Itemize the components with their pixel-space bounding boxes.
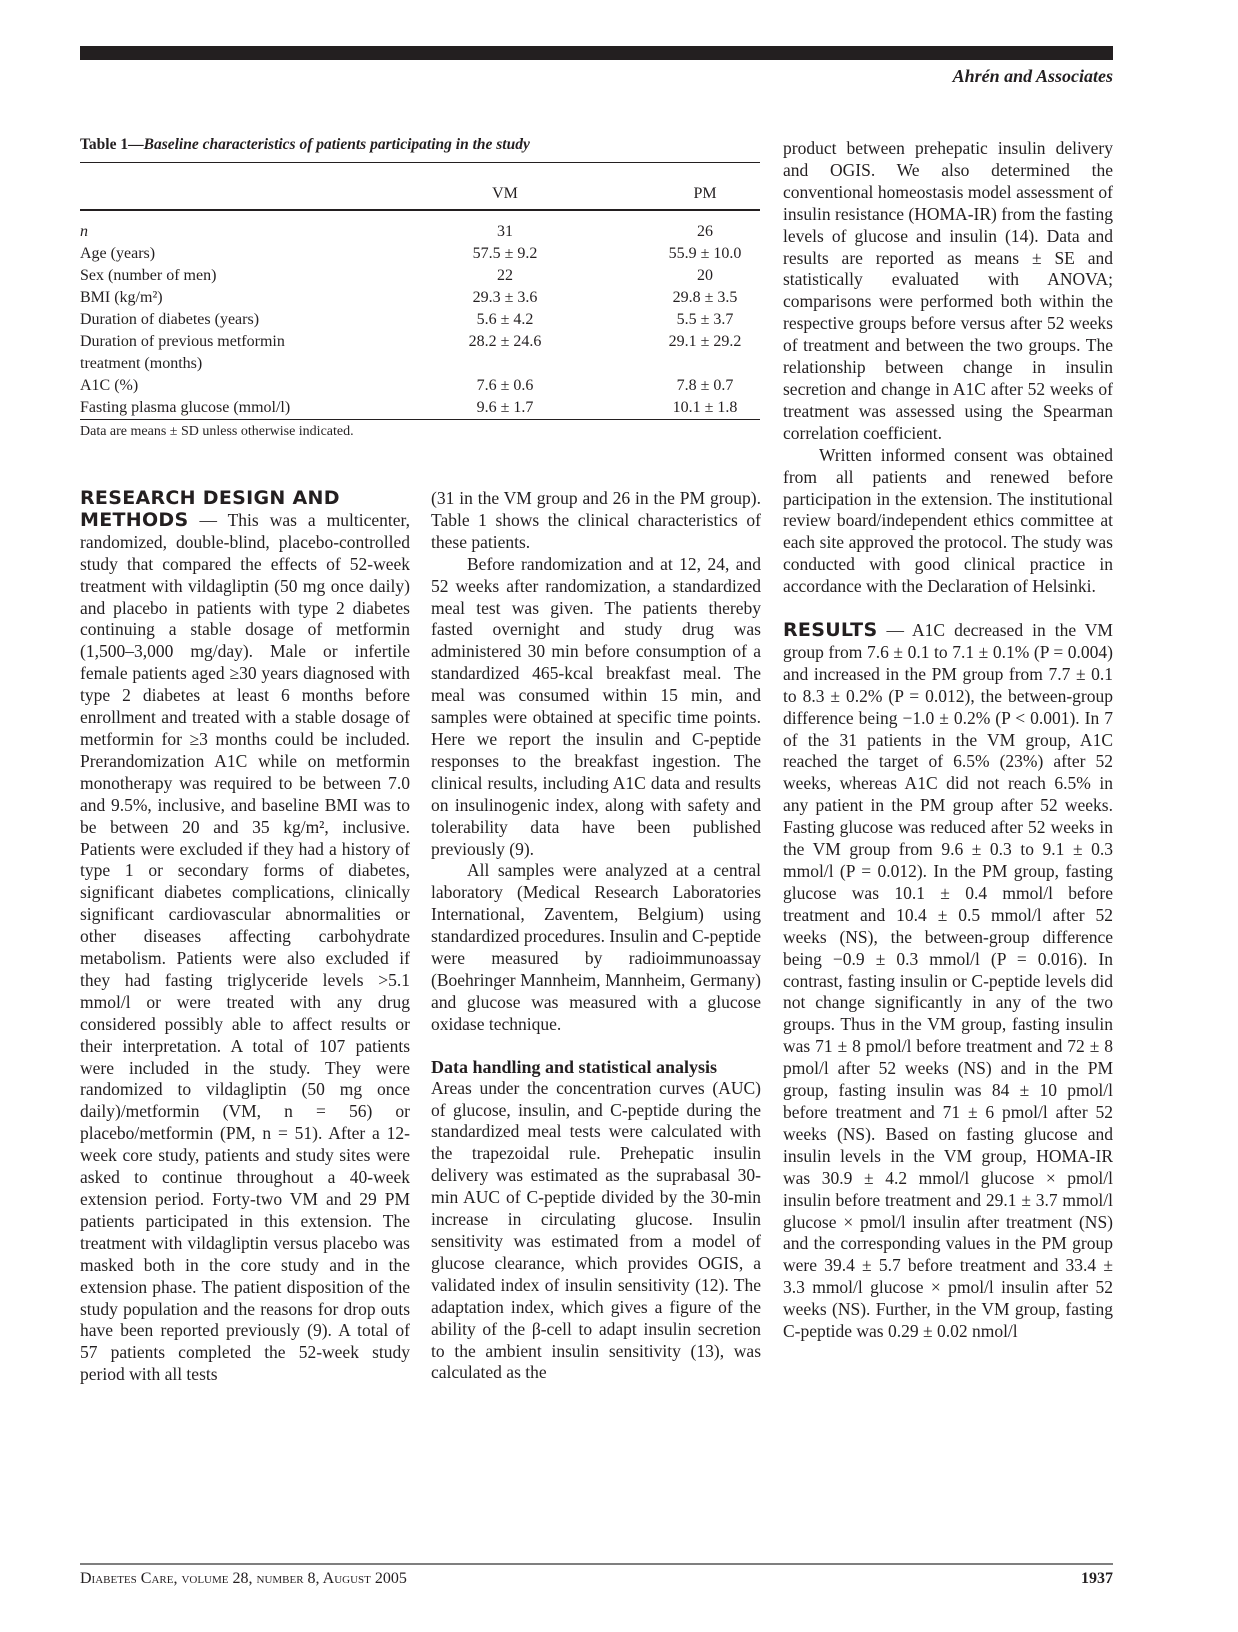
methods-paragraph-2: Before randomization and at 12, 24, and 52 weeks after randomization, a standardized meal test was given. The patients thereby fasted overnight and study drug was administered 30 min before consumption of a standardized 465-kcal breakfast meal. The meal was consumed within 15 min, and samples were obtained at specific time points. Here we report the insulin and C-peptide responses to the breakfast ingestion. The clinical results, including A1C data and results on insulinogenic index, along with safety and tolerability data have been published previously (9). — [431, 553, 761, 859]
cell-vm: 5.6 ± 4.2 — [476, 311, 534, 328]
baseline-table — [80, 163, 760, 209]
cell-pm: 20 — [697, 267, 713, 284]
cell-pm: 29.8 ± 3.5 — [672, 289, 738, 306]
cell-vm: 57.5 ± 9.2 — [472, 245, 538, 262]
paragraph-text: A1C decreased in the VM group from 7.6 ± 0.1 to 7.1 ± 0.1% (P = 0.004) and increased in the PM group from 7.7 ± 0.1 to 8.3 ± 0.2% (P = 0.012), the between-group difference being −1.0 ± 0.2% (P < 0.001). In 7 of the 31 patients in the VM group, A1C reached the target of 6.5% (23%) after 52 weeks, whereas A1C did not reach 6.5% in any patient in the PM group after 52 weeks. Fasting glucose was reduced after 52 weeks in the VM group from 9.6 ± 0.3 to 9.1 ± 0.3 mmol/l (P = 0.012). In the PM group, fasting glucose was 10.1 ± 0.4 mmol/l before treatment and 10.4 ± 0.5 mmol/l after 52 weeks (NS), the between-group difference being −0.9 ± 0.3 mmol/l (P = 0.016). In contrast, fasting insulin or C-peptide levels did not change significantly in any of the two groups. Thus in the VM group, fasting insulin was 71 ± 8 pmol/l before treatment and 72 ± 8 pmol/l after 52 weeks (NS) and in the PM group, fasting insulin was 84 ± 10 pmol/l before treatment and 71 ± 6 pmol/l after 52 weeks (NS). Based on fasting glucose and insulin levels in the VM group, HOMA-IR was 30.9 ± 4.2 mmol/l glucose × pmol/l insulin before treatment and 29.1 ± 3.7 mmol/l glucose × pmol/l insulin after treatment (NS) and the corresponding values in the PM group were 39.4 ± 5.7 before treatment and 33.4 ± 3.3 mmol/l glucose × pmol/l insulin after 52 weeks (NS). Further, in the VM group, fasting C-peptide was 0.29 ± 0.02 nmol/l — [783, 620, 1113, 1342]
paragraph-text: This was a multicenter, randomized, double-blind, placebo-controlled study that compared the effects of 52-week treatment with vildagliptin (50 mg once daily) and placebo in patients with type 2 diabetes continuing a stable dosage of metformin (1,500–3,000 mg/day). Male or infertile female patients aged ≥30 years diagnosed with type 2 diabetes at least 6 months before enrollment and treated with a stable dosage of metformin for ≥3 months could be included. Prerandomization A1C while on metformin monotherapy was required to be between 7.0 and 9.5%, inclusive, and baseline BMI was to be between 20 and 35 kg/m², inclusive. Patients were excluded if they had a history of type 1 or secondary forms of diabetes, significant diabetes complications, clinically significant cardiovascular abnormalities or other diseases affecting carbohydrate metabolism. Patients were also excluded if they had fasting triglyceride levels >5.1 mmol/l or were treated with any drug considered possibly able to affect results or their interpretation. A total of 107 patients were included in the study. They were randomized to vildagliptin (50 mg once daily)/metformin (VM, n = 56) or placebo/metformin (PM, n = 51). After a 12-week core study, patients and study sites were asked to continue throughout a 40-week extension period. Forty-two VM and 29 PM patients participated in this extension. The treatment with vildagliptin versus placebo was masked both in the core study and in the extension phase. The patient disposition of the study population and the reasons for drop outs have been reported previously (9). A total of 57 patients completed the 52-week study period with all tests — [80, 509, 410, 1385]
table-caption — [80, 136, 760, 154]
table-footnote: Data are means ± SD unless otherwise indicated. — [80, 424, 354, 439]
methods-paragraph-3: All samples were analyzed at a central laboratory (Medical Research Laboratories International, Zaventem, Belgium) using standardized procedures. Insulin and C-peptide were measured by radioimmunoassay (Boehringer Mannheim, Mannheim, Germany) and glucose was measured with a glucose oxidase technique. — [431, 860, 761, 1034]
em-dash: — — [877, 620, 913, 641]
column-header-pm: PM — [693, 185, 717, 202]
table-row — [80, 265, 760, 287]
row-label: n — [80, 223, 88, 240]
column-1 — [80, 488, 410, 1386]
column-header — [80, 163, 420, 209]
table-row — [80, 331, 760, 353]
row-label: Age (years) — [80, 245, 156, 262]
cell-pm: 10.1 ± 1.8 — [672, 399, 738, 416]
cell-vm: 7.6 ± 0.6 — [476, 377, 534, 394]
row-label-cont: treatment (months) — [80, 355, 203, 372]
table-label: Table 1— — [80, 136, 144, 153]
column-3 — [783, 138, 1113, 1343]
cell-pm: 26 — [697, 223, 713, 240]
section-heading-results: RESULTS — [783, 619, 878, 642]
table-header-rule — [80, 209, 760, 211]
methods-paragraph-4: Areas under the concentration curves (AUC) of glucose, insulin, and C-peptide during the standardized meal tests were calculated with the trapezoidal rule. Prehepatic insulin delivery was estimated as the suprabasal 30-min AUC of C-peptide divided by the 30-min increase in circulating glucose. Insulin sensitivity was estimated from a model of glucose clearance, which provides OGIS, a validated index of insulin sensitivity (12). The adaptation index, which gives a figure of the ability of the β-cell to adapt insulin secretion to the ambient insulin sensitivity (13), was calculated as the — [431, 1077, 761, 1383]
column-header-vm: VM — [492, 185, 518, 202]
methods-paragraph-5: Written informed consent was obtained from all patients and renewed before participation in the extension. The institutional review board/independent ethics committee at each site approved the protocol. The study was conducted with good clinical practice in accordance with the Declaration of Helsinki. — [783, 444, 1113, 597]
empty-cell — [590, 353, 760, 375]
row-label: A1C (%) — [80, 377, 139, 394]
table-row — [80, 309, 760, 331]
table-1 — [80, 136, 760, 440]
top-rule-bar — [80, 46, 1113, 60]
results-paragraph-1 — [783, 620, 1113, 1343]
methods-paragraph-1 — [80, 510, 410, 1386]
row-label: Sex (number of men) — [80, 267, 217, 284]
table-row — [80, 221, 760, 243]
cell-pm: 55.9 ± 10.0 — [668, 245, 742, 262]
section-heading-methods-2: METHODS — [80, 508, 189, 531]
table-row — [80, 243, 760, 265]
cell-pm: 7.8 ± 0.7 — [676, 377, 734, 394]
cell-vm: 9.6 ± 1.7 — [476, 399, 534, 416]
empty-cell — [420, 353, 590, 375]
em-dash: — — [188, 509, 228, 530]
methods-paragraph-1-cont: (31 in the VM group and 26 in the PM group). Table 1 shows the clinical characteristics of these patients. — [431, 488, 761, 552]
cell-vm: 22 — [497, 267, 513, 284]
row-label: BMI (kg/m²) — [80, 289, 163, 306]
table-row — [80, 397, 760, 419]
row-label: Fasting plasma glucose (mmol/l) — [80, 399, 291, 416]
column-2 — [431, 488, 761, 1384]
row-label: Duration of diabetes (years) — [80, 311, 260, 328]
cell-pm: 5.5 ± 3.7 — [676, 311, 734, 328]
journal-citation: Diabetes Care, volume 28, number 8, August 2005 — [80, 1570, 407, 1587]
cell-vm: 29.3 ± 3.6 — [472, 289, 538, 306]
cell-pm: 29.1 ± 29.2 — [668, 333, 742, 350]
methods-paragraph-4-cont: product between prehepatic insulin delivery and OGIS. We also determined the conventional homeostasis model assessment of insulin resistance (HOMA-IR) from the fasting levels of glucose and insulin (14). Data and results are reported as means ± SE and statistically evaluated with ANOVA; comparisons were performed both within the respective groups before versus after 52 weeks of treatment and between the two groups. The relationship between change in insulin secretion and change in A1C after 52 weeks of treatment was assessed using the Spearman correlation coefficient. — [783, 138, 1113, 443]
row-label: Duration of previous metformin — [80, 333, 285, 350]
table-row — [80, 375, 760, 397]
table-row — [80, 287, 760, 309]
cell-vm: 31 — [497, 223, 513, 240]
baseline-table-body — [80, 221, 760, 419]
table-title: Baseline characteristics of patients participating in the study — [143, 136, 530, 153]
page-number: 1937 — [1081, 1570, 1113, 1587]
table-bottom-rule — [80, 419, 760, 420]
section-heading-methods: RESEARCH DESIGN AND — [80, 487, 340, 509]
running-head: Ahrén and Associates — [952, 66, 1113, 86]
table-row-continuation — [80, 353, 760, 375]
footer-rule — [80, 1563, 1113, 1565]
subsection-heading: Data handling and statistical analysis — [431, 1056, 718, 1077]
table-header-row — [80, 163, 760, 209]
cell-vm: 28.2 ± 24.6 — [468, 333, 542, 350]
